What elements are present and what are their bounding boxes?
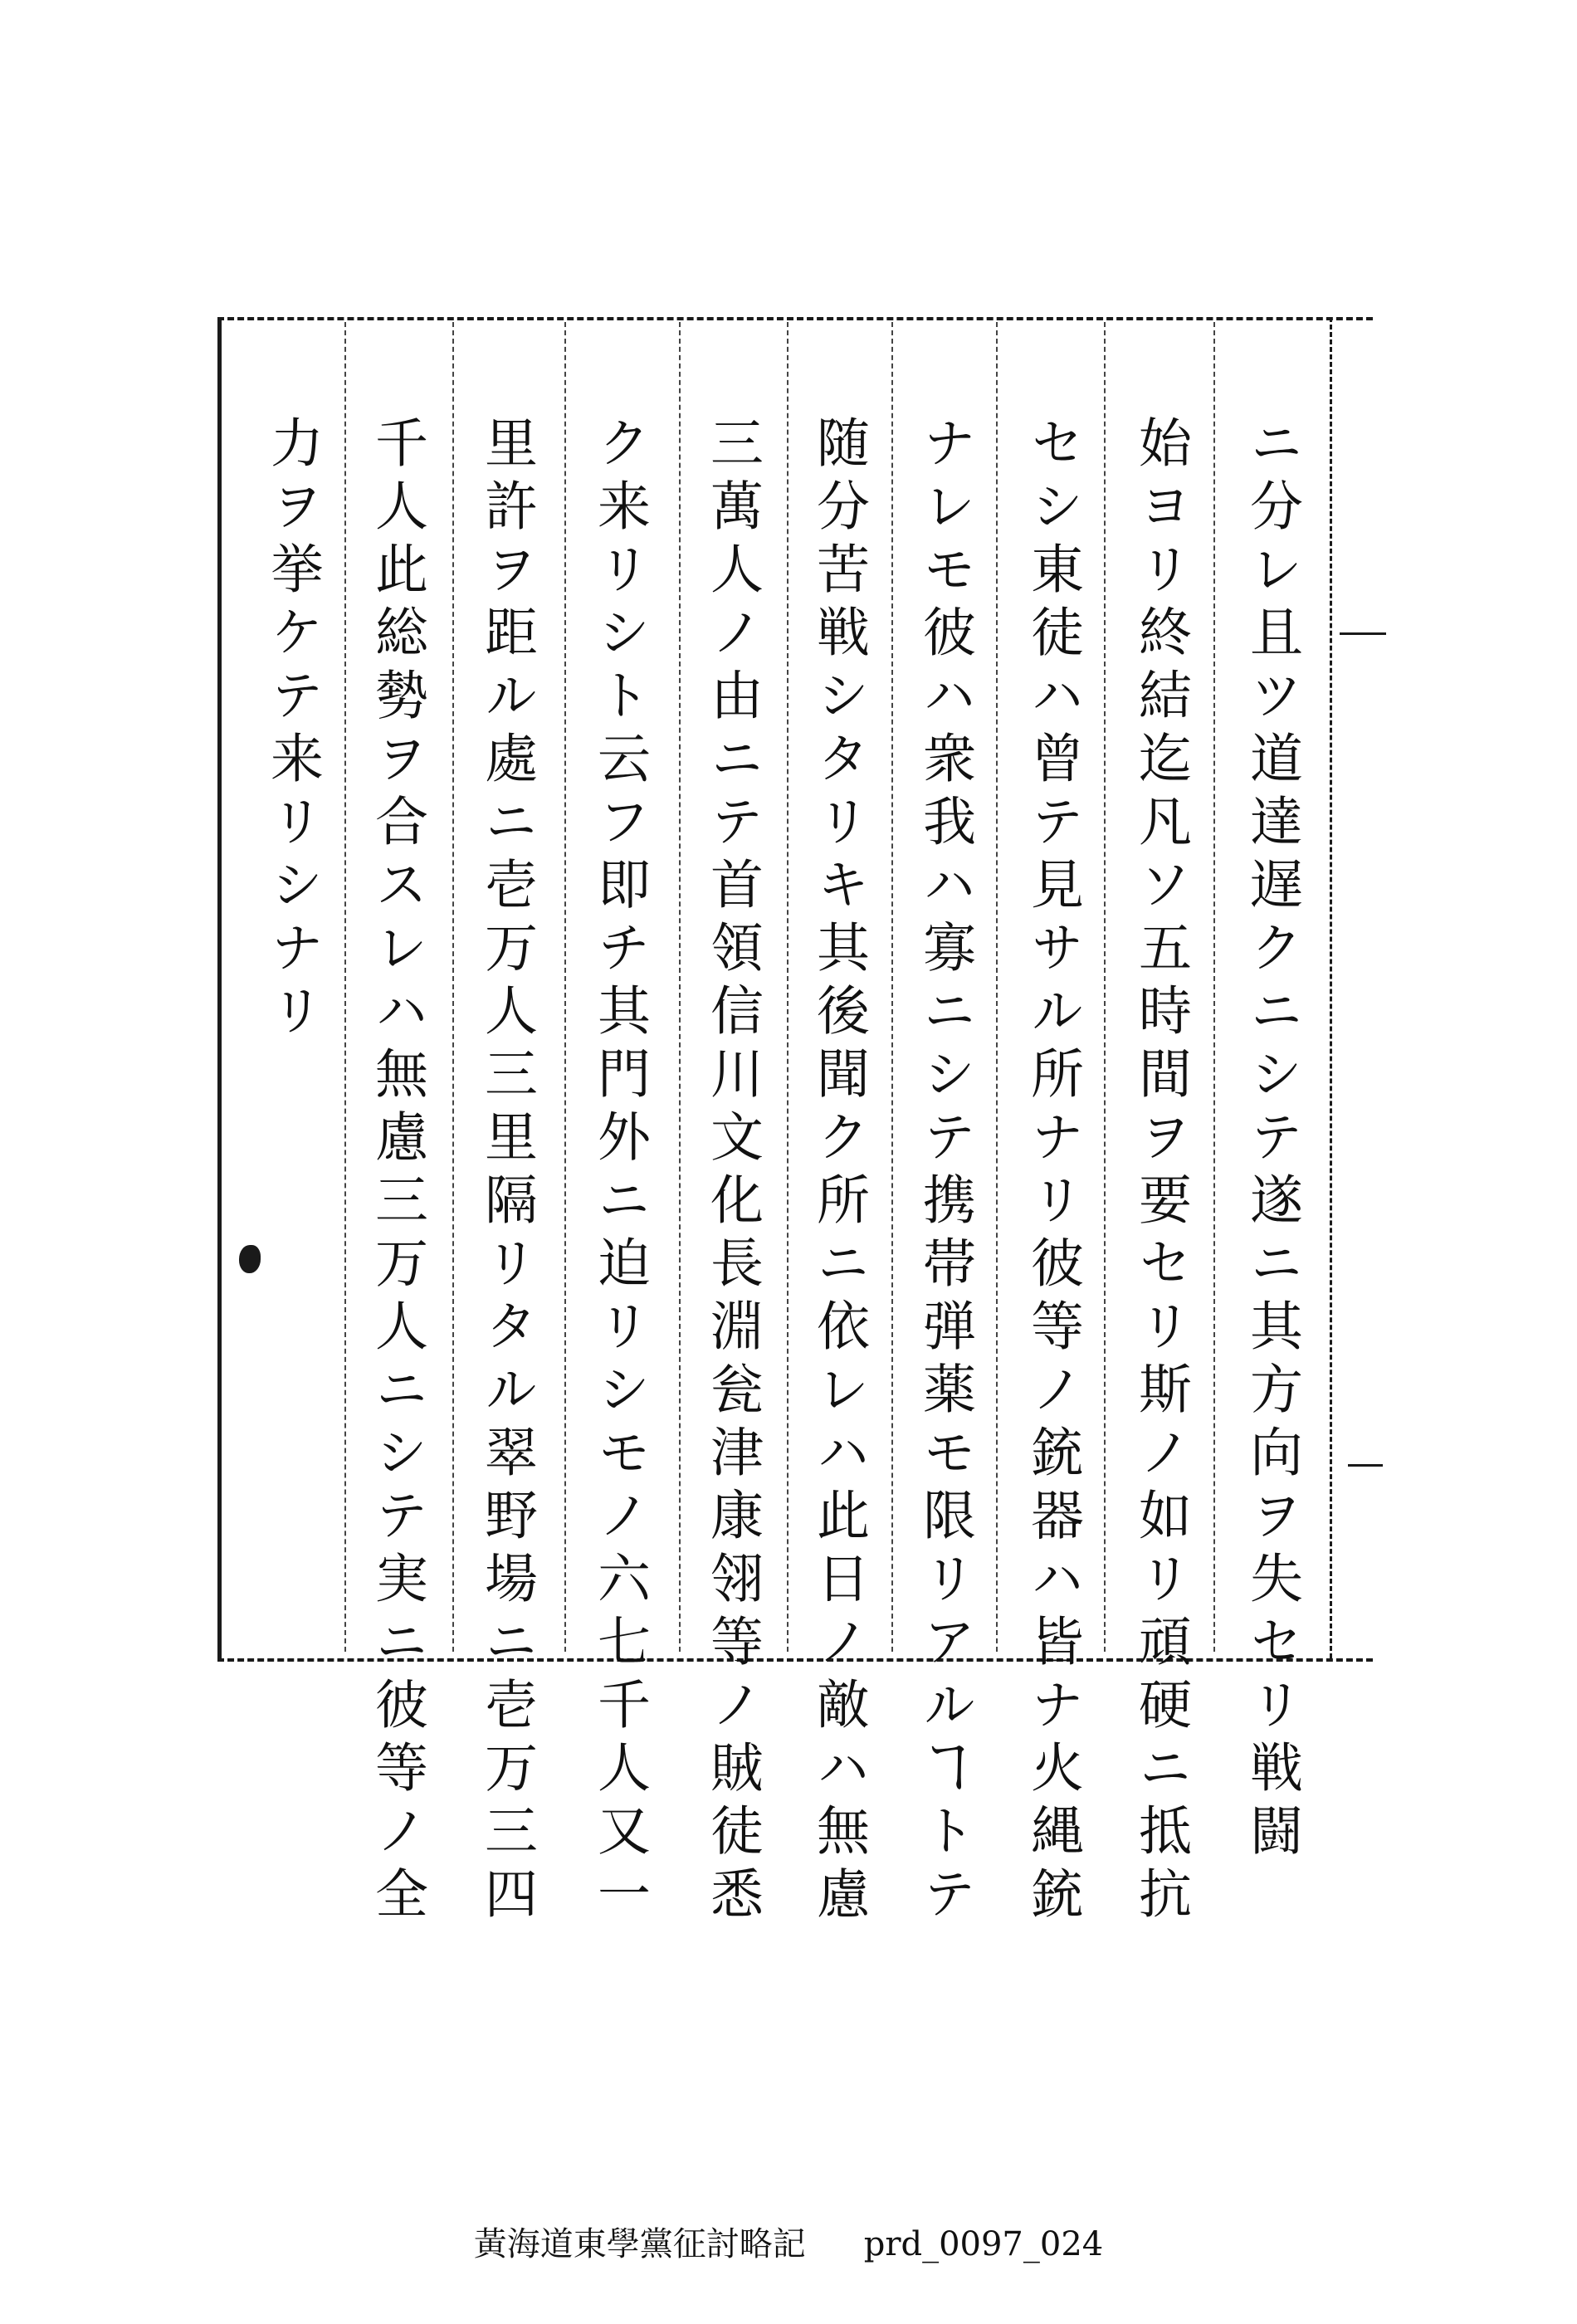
column-divider — [344, 322, 346, 1652]
frame-left-edge — [217, 317, 222, 1658]
text-column-7: ク来リシト云フ即チ其門外ニ迫リシモノ六七千人又一 — [588, 415, 650, 1929]
column-divider — [996, 322, 998, 1652]
text-column-6: 三萬人ノ由ニテ首領信川文化長淵瓮津康翎等ノ賊徒悉 — [701, 415, 763, 1929]
column-divider — [787, 322, 788, 1652]
text-column-2: 始ヨリ終結迄凡ソ五時間ヲ要セリ斯ノ如リ頑硬ニ抵抗 — [1130, 415, 1191, 1929]
column-divider — [452, 322, 454, 1652]
margin-tick-mark — [1348, 1464, 1383, 1467]
text-column-1: ニ分レ且ツ道達遅クニシテ遂ニ其方向ヲ失セリ戦闘 — [1241, 415, 1302, 1866]
frame-right-edge — [1330, 317, 1332, 1658]
column-divider — [679, 322, 681, 1652]
margin-tick-mark — [1340, 632, 1386, 635]
column-divider — [1213, 322, 1215, 1652]
column-divider — [1104, 322, 1106, 1652]
footer-code: prd_0097_024 — [863, 2225, 1104, 2263]
text-column-5: 随分苦戦シタリキ其後聞ク所ニ依レハ此日ノ敵ハ無慮 — [808, 415, 869, 1929]
text-column-4: ナレモ彼ハ衆我ハ寡ニシテ携帯弾薬モ限リアルヿトテ — [914, 415, 975, 1929]
ink-blot — [239, 1245, 261, 1273]
text-column-8: 里許ヲ距ル處ニ壱万人三里隔リタル翠野場ニ壱万三四 — [476, 415, 537, 1929]
column-divider — [891, 322, 893, 1652]
text-column-3: セシ東徒ハ曾テ見サル所ナリ彼等ノ銃器ハ皆ナ火縄銃 — [1022, 415, 1083, 1929]
column-divider — [564, 322, 566, 1652]
page-footer — [0, 2218, 1577, 2265]
text-column-9: 千人此総勢ヲ合スレハ無慮三万人ニシテ実ニ彼等ノ全 — [366, 415, 427, 1929]
text-column-10: 力ヲ挙ケテ来リシナリ — [261, 415, 323, 1046]
footer-title: 黃海道東學黨征討略記 — [473, 2225, 806, 2263]
